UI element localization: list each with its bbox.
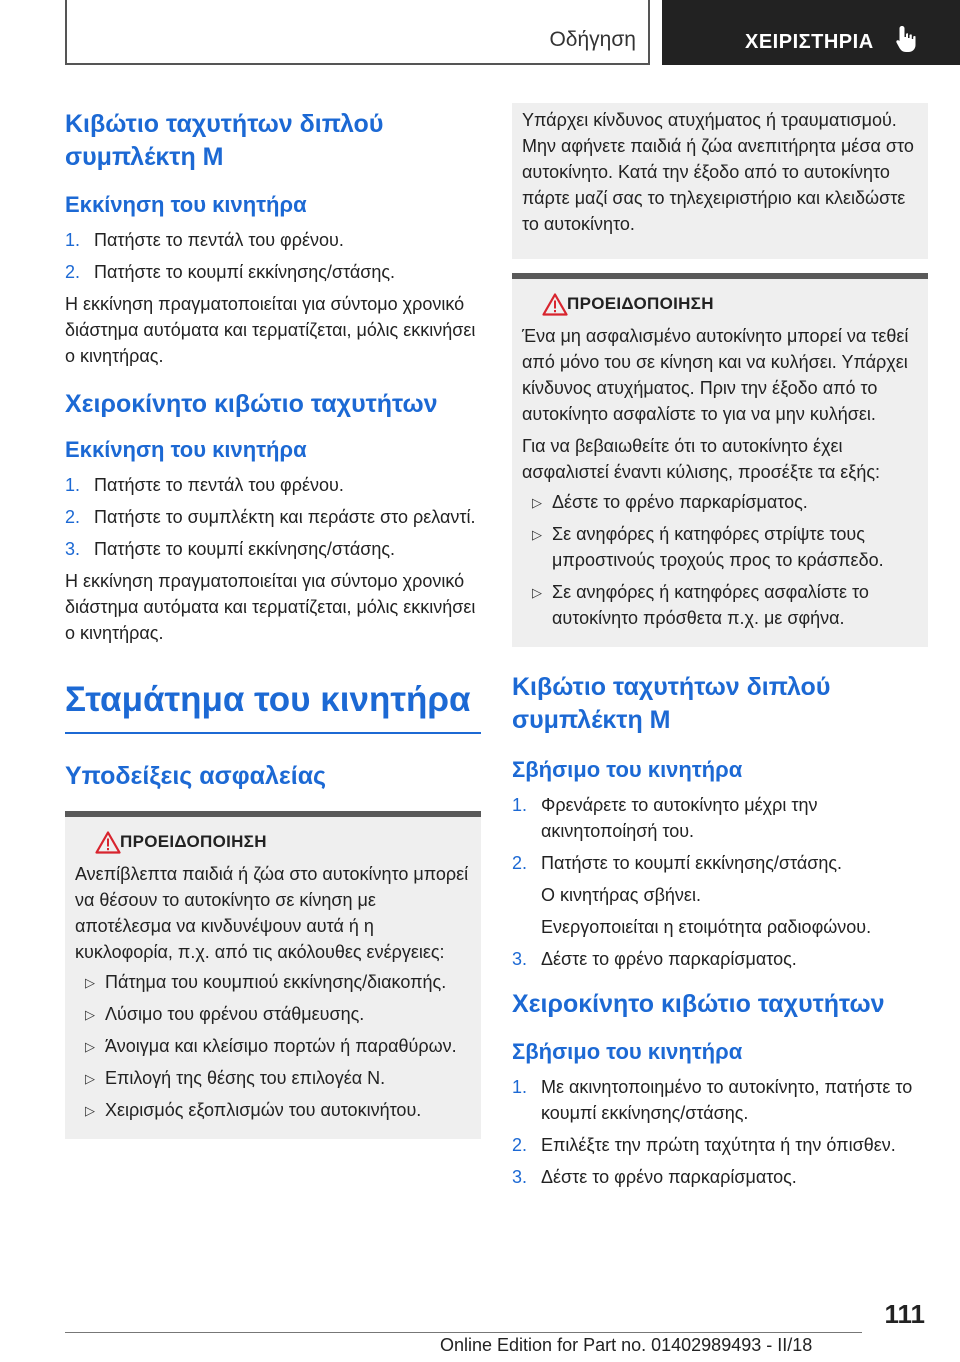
- right-column: [512, 103, 928, 1196]
- chapter-tab: [662, 0, 960, 65]
- heading-rule: [65, 732, 481, 734]
- list-item: ▷ Άνοιγμα και κλείσιμο πορτών ή παραθύρων.: [75, 1033, 469, 1059]
- warning-text: Ένα μη ασφαλισμένο αυτοκίνητο μπορεί να τεθεί από μόνο του σε κίνηση και να κυλήσει. Υπάρχει κίνδυνος ατυχήματος. Πριν την έξοδο από το αυτοκίνητο ασφαλίστε το για να μην κυλήσει.: [522, 326, 909, 424]
- start-steps-dct: [65, 227, 481, 285]
- subheading-engine-off: Σβήσιμο του κινητήρα: [512, 757, 743, 782]
- bullet-triangle-icon: ▷: [532, 527, 542, 542]
- bullet-triangle-icon: ▷: [85, 975, 95, 990]
- bullet-triangle-icon: ▷: [85, 1071, 95, 1086]
- warning-header: [75, 829, 469, 857]
- warning-box: [512, 273, 928, 647]
- warning-triangle-icon: [95, 831, 121, 854]
- warning-text: Υπάρχει κίνδυνος ατυχήματος ή τραυματισμού. Μην αφήνετε παιδιά ή ζώα ανεπιτήρητα μέσα στο αυτοκίνητο. Κατά την έξοδο από το αυτοκίνητο πάρτε μαζί σας το τηλεχειριστήριο και κλειδώστε το αυτοκίνητο.: [522, 110, 914, 234]
- section-title: Οδήγηση: [549, 28, 636, 51]
- list-item: 2. Επιλέξτε την πρώτη ταχύτητα ή την όπισθεν.: [512, 1135, 896, 1155]
- list-item: 1. Πατήστε το πεντάλ του φρένου.: [65, 475, 344, 495]
- heading-manual-gearbox: Χειροκίνητο κιβώτιο ταχυτήτων: [65, 390, 438, 418]
- bullet-triangle-icon: ▷: [85, 1039, 95, 1054]
- hand-pointer-icon: [894, 24, 922, 54]
- page-number: 111: [884, 1299, 925, 1329]
- result-text: Ενεργοποιείται η ετοιμότητα ραδιοφώνου.: [541, 917, 872, 937]
- warning-text: Για να βεβαιωθείτε ότι το αυτοκίνητο έχει ασφαλιστεί έναντι κύλισης, προσέξτε τα εξής:: [522, 436, 881, 482]
- heading-dct: Κιβώτιο ταχυτήτων διπλού συμπλέκτη M: [65, 110, 384, 171]
- paragraph: Η εκκίνηση πραγματοποιείται για σύντομο χρονικό διάστημα αυτόματα και τερματίζεται, μόλις εκκινήσει ο κινητήρας.: [65, 294, 476, 366]
- chapter-title: ΧΕΙΡΙΣΤΗΡΙΑ: [745, 31, 874, 53]
- list-item: ▷ Πάτημα του κουμπιού εκκίνησης/διακοπής.: [75, 969, 469, 995]
- paragraph: Η εκκίνηση πραγματοποιείται για σύντομο χρονικό διάστημα αυτόματα και τερματίζεται, μόλις εκκινήσει ο κινητήρας.: [65, 571, 476, 643]
- subheading-start-engine: Εκκίνηση του κινητήρα: [65, 192, 307, 217]
- stop-steps-manual: [512, 1074, 928, 1190]
- page-header: [65, 0, 960, 65]
- warning-text: Ανεπίβλεπτα παιδιά ή ζώα στο αυτοκίνητο μπορεί να θέσουν το αυτοκίνητο σε κίνηση με αποτέλεσμα να κινδυνέψουν αυτά ή η κυκλοφορία, π.χ. από τις ακόλουθες ενέργειες:: [75, 864, 469, 962]
- stop-steps-dct: [512, 792, 928, 876]
- warning-list: [75, 969, 469, 1123]
- list-item: 2. Πατήστε το συμπλέκτη και περάστε στο ρελαντί.: [65, 507, 476, 527]
- left-column: [65, 100, 481, 1139]
- section-tab: [65, 0, 650, 65]
- edition-note: Online Edition for Part no. 01402989493 - II/18: [440, 1335, 813, 1355]
- footer-rule: [65, 1332, 862, 1333]
- list-item: ▷ Χειρισμός εξοπλισμών του αυτοκινήτου.: [75, 1097, 469, 1123]
- list-item: 1. Φρενάρετε το αυτοκίνητο μέχρι την ακινητοποίησή του.: [512, 795, 818, 841]
- heading-manual-gearbox: Χειροκίνητο κιβώτιο ταχυτήτων: [512, 990, 885, 1018]
- list-item: 1. Πατήστε το πεντάλ του φρένου.: [65, 230, 344, 250]
- heading-engine-stop: Σταμάτημα του κινητήρα: [65, 680, 471, 719]
- warning-title: ΠΡΟΕΙΔΟΠΟΙΗΣΗ: [120, 832, 267, 851]
- bullet-triangle-icon: ▷: [85, 1007, 95, 1022]
- list-item: ▷ Σε ανηφόρες ή κατηφόρες ασφαλίστε το αυτοκίνητο πρόσθετα π.χ. με σφήνα.: [532, 582, 869, 628]
- start-steps-manual: [65, 472, 481, 562]
- bullet-triangle-icon: ▷: [532, 585, 542, 600]
- warning-list: [522, 489, 916, 631]
- stop-steps-dct-cont: [512, 946, 928, 972]
- warning-header: [522, 291, 916, 319]
- subheading-engine-off: Σβήσιμο του κινητήρα: [512, 1039, 743, 1064]
- list-item: ▷ Σε ανηφόρες ή κατηφόρες στρίψτε τους μπροστινούς τροχούς προς το κράσπεδο.: [532, 524, 884, 570]
- list-item: 2. Πατήστε το κουμπί εκκίνησης/στάσης.: [65, 262, 396, 282]
- heading-safety-notes: Υποδείξεις ασφαλείας: [65, 762, 327, 790]
- subheading-start-engine: Εκκίνηση του κινητήρα: [65, 437, 307, 462]
- list-item: ▷ Λύσιμο του φρένου στάθμευσης.: [75, 1001, 469, 1027]
- list-item: ▷ Επιλογή της θέσης του επιλογέα N.: [75, 1065, 469, 1091]
- list-item: 2. Πατήστε το κουμπί εκκίνησης/στάσης.: [512, 853, 843, 873]
- warning-box: [65, 811, 481, 1139]
- bullet-triangle-icon: ▷: [85, 1103, 95, 1118]
- list-item: 1. Με ακινητοποιημένο το αυτοκίνητο, πατήστε το κουμπί εκκίνησης/στάσης.: [512, 1077, 913, 1123]
- warning-box-continued: [512, 103, 928, 259]
- list-item: 3. Δέστε το φρένο παρκαρίσματος.: [512, 949, 797, 969]
- list-item: 3. Πατήστε το κουμπί εκκίνησης/στάσης.: [65, 539, 396, 559]
- warning-triangle-icon: [542, 293, 568, 316]
- warning-title: ΠΡΟΕΙΔΟΠΟΙΗΣΗ: [567, 294, 714, 313]
- list-item: 3. Δέστε το φρένο παρκαρίσματος.: [512, 1167, 797, 1187]
- result-text: Ο κινητήρας σβήνει.: [541, 885, 701, 905]
- list-item: ▷ Δέστε το φρένο παρκαρίσματος.: [522, 489, 916, 515]
- heading-dct: Κιβώτιο ταχυτήτων διπλού συμπλέκτη M: [512, 673, 831, 734]
- bullet-triangle-icon: ▷: [532, 495, 542, 510]
